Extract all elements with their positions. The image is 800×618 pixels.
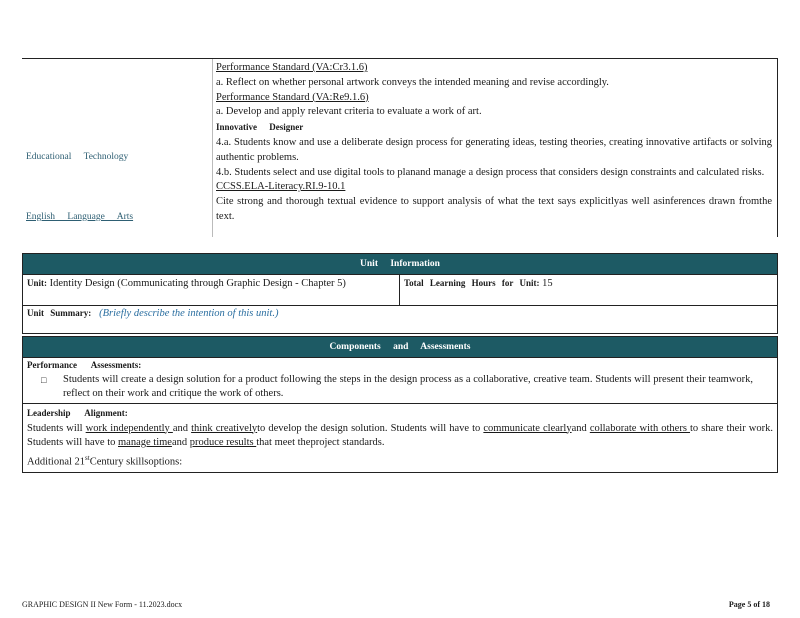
bullet-icon: □ [41,375,47,385]
hours-value: 15 [542,278,553,289]
unit-cell [23,275,400,305]
skill-work-independently: work independently [85,422,173,434]
performance-assessments-section [23,357,777,403]
leadership-text: that meet theproject standards. [256,437,385,448]
leadership-text: to share their work. Students will have to [27,422,773,448]
skill-produce-results: produce results [189,437,257,448]
standard-4b-text: 4.b. Students select and use digital tools to planand manage a design process that considers design constraints and calculated risks. [216,166,765,178]
unit-information-header: Unit Information [23,254,777,274]
additional-suffix: Century skillsoptions: [89,456,183,467]
ela-label[interactable]: English Language Arts [26,212,134,222]
standards-category-column [22,59,213,237]
leadership-text: and [171,437,190,448]
skill-think-creatively: think creatively [191,422,258,434]
footer-page-number: Page 5 of 18 [728,600,770,609]
standard-1-text: a. Reflect on whether personal artwork conveys the intended meaning and revise accordingly. [216,76,609,88]
skill-communicate-clearly: communicate clearly [483,422,572,434]
educational-technology-label: Educational Technology [26,152,129,162]
hours-cell [400,275,557,305]
hours-label: Total Learning Hours for Unit: [404,278,540,288]
standard-4a-text: 4.a. Students know and use a deliberate design process for generating ideas, testing theories, creating innovative artifacts or solving authentic problems. [216,136,772,163]
unit-summary-row [23,305,777,333]
unit-information-table [22,253,778,334]
additional-prefix: Additional 21 [27,456,86,467]
performance-standard-1[interactable]: Performance Standard (VA:Cr3.1.6) [216,62,368,73]
leadership-text: to develop the design solution. Students will have to [257,422,484,434]
standards-content [216,61,772,225]
footer-filename: GRAPHIC DESIGN II New Form - 11.2023.docx [22,600,183,609]
performance-assessment-text: Students will create a design solution for a product following the steps in the design process as a collaborative, creative team. Students will present their teamwork, reflect on their work and critique the work of others. [63,374,753,399]
leadership-paragraph [27,422,773,451]
additional-skills-line [27,451,773,470]
additional-sup: st [85,453,90,462]
components-header: Components and Assessments [23,337,777,357]
unit-label: Unit: [27,278,47,288]
skill-manage-time: manage time [118,437,172,448]
leadership-alignment-section [23,403,777,472]
ccss-standard-link[interactable]: CCSS.ELA-Literacy.RI.9-10.1 [216,181,346,193]
unit-value: Identity Design (Communicating through Graphic Design - Chapter 5) [49,278,346,289]
standard-2-text: a. Develop and apply relevant criteria to evaluate a work of art. [216,106,482,118]
unit-summary-label: Unit Summary: [27,308,92,318]
leadership-text: and [172,422,192,434]
unit-summary-value[interactable]: (Briefly describe the intention of this unit.) [99,308,279,319]
leadership-text: and [571,422,590,434]
leadership-text: Students will [27,422,86,434]
components-assessments-table [22,336,778,473]
performance-assessments-label: Performance Assessments: [27,360,142,370]
performance-standard-2[interactable]: Performance Standard (VA:Re9.1.6) [216,91,369,103]
standards-table [22,58,778,237]
leadership-alignment-label: Leadership Alignment: [27,408,128,418]
skill-collaborate: collaborate with others [589,422,690,434]
ccss-standard-text: Cite strong and thorough textual evidence to support analysis of what the text says explicitlyas well asinferences drawn fromthe text. [216,196,772,222]
innovative-designer-heading: Innovative Designer [216,122,304,133]
